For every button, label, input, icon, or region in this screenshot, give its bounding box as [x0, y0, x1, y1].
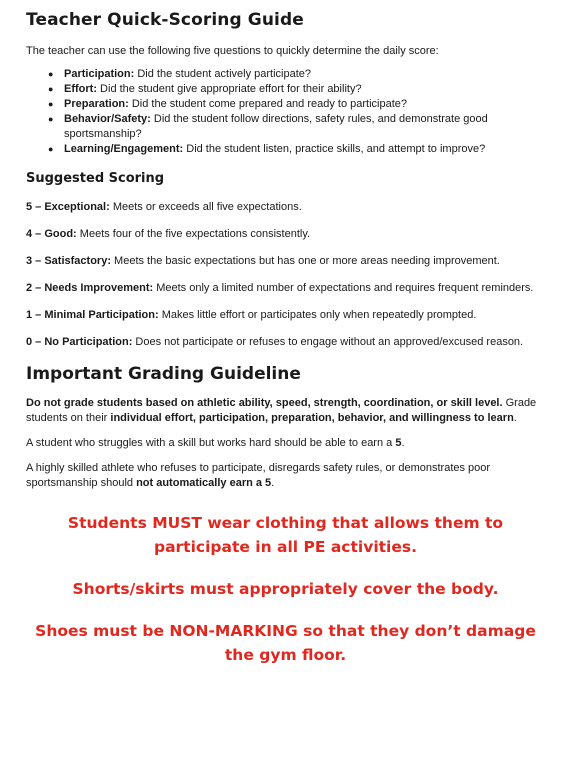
guideline-bold-text: 5 [395, 437, 402, 449]
score-label: 0 – No Participation: [26, 336, 133, 348]
score-label: 5 – Exceptional: [26, 201, 110, 213]
question-label: Participation: [64, 68, 135, 80]
question-text: Did the student come prepared and ready to participate? [128, 98, 408, 110]
score-text: Does not participate or refuses to engage without an approved/excused reason. [132, 336, 524, 348]
question-label: Learning/Engagement: [64, 143, 184, 155]
list-item [48, 97, 545, 112]
scoring-list [26, 200, 545, 350]
page-title: Teacher Quick-Scoring Guide [26, 10, 304, 30]
score-label: 4 – Good: [26, 228, 77, 240]
guideline-bold-text: not automatically earn a 5 [136, 477, 272, 489]
score-item [26, 254, 545, 269]
guideline-paragraph [26, 396, 545, 426]
score-label: 3 – Satisfactory: [26, 255, 111, 267]
guideline-text: A highly skilled athlete who refuses to participate, disregards safety rules, or demonstrates poor sportsmanship should [26, 462, 491, 489]
shoes-notice-emphasis: NON-MARKING [169, 622, 298, 640]
score-text: Meets the basic expectations but has one or more areas needing improvement. [110, 255, 500, 267]
scoring-heading: Suggested Scoring [26, 171, 165, 186]
score-label: 2 – Needs Improvement: [26, 282, 154, 294]
guideline-text: Grade students on their [26, 397, 537, 424]
question-text: Did the student follow directions, safety rules, and demonstrate good sportsmanship? [64, 113, 488, 140]
score-text: Meets only a limited number of expectations and requires frequent reminders. [153, 282, 534, 294]
question-label: Preparation: [64, 98, 129, 110]
clothing-notice: Students MUST wear clothing that allows them to participate in all PE activities. [67, 514, 504, 556]
shorts-notice: Shorts/skirts must appropriately cover the body. [72, 580, 499, 598]
guideline-section [26, 396, 545, 491]
score-text: Meets four of the five expectations consistently. [76, 228, 311, 240]
score-item [26, 335, 545, 350]
list-item [48, 82, 545, 97]
score-text: Makes little effort or participates only when repeatedly prompted. [158, 309, 477, 321]
guideline-heading: Important Grading Guideline [26, 364, 301, 384]
guideline-text: . [513, 412, 517, 424]
score-item [26, 281, 545, 296]
list-item [48, 142, 545, 157]
question-label: Behavior/Safety: [64, 113, 151, 125]
question-text: Did the student listen, practice skills, and attempt to improve? [183, 143, 486, 155]
list-item [48, 67, 545, 82]
score-label: 1 – Minimal Participation: [26, 309, 159, 321]
guideline-text: A student who struggles with a skill but works hard should be able to earn a [26, 437, 396, 449]
shoes-notice [26, 619, 545, 667]
guideline-paragraph [26, 436, 545, 451]
questions-list [26, 67, 545, 157]
score-item [26, 227, 545, 242]
question-label: Effort: [64, 83, 97, 95]
guideline-bold-text: individual effort, participation, preparation, behavior, and willingness to learn [110, 412, 514, 424]
guideline-paragraph [26, 461, 545, 491]
question-text: Did the student give appropriate effort for their ability? [97, 83, 362, 95]
shoes-notice-text: Shoes must be [35, 622, 170, 640]
guideline-bold-text: Do not grade students based on athletic ability, speed, strength, coordination, or skill level. [26, 397, 503, 409]
guideline-text: . [271, 477, 275, 489]
intro-text: The teacher can use the following five questions to quickly determine the daily score: [26, 45, 439, 57]
list-item [48, 112, 545, 142]
score-item [26, 200, 545, 215]
shoes-notice-text: so that they don’t damage the gym floor. [224, 622, 536, 664]
score-item [26, 308, 545, 323]
score-text: Meets or exceeds all five expectations. [109, 201, 302, 213]
guideline-text: . [401, 437, 405, 449]
question-text: Did the student actively participate? [134, 68, 312, 80]
